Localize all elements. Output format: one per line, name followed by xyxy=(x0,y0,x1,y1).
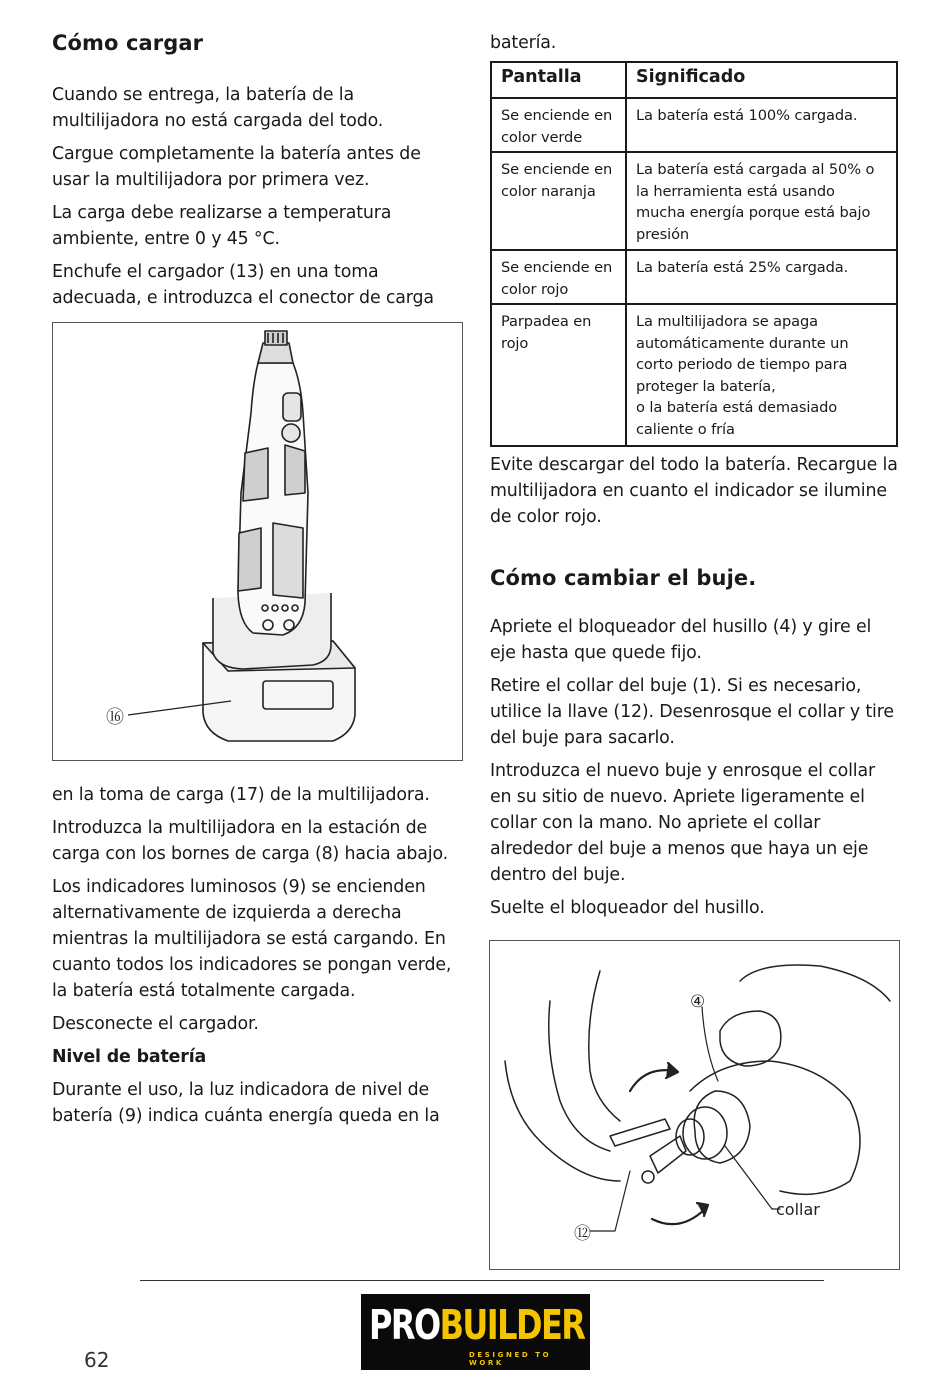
paragraph: Introduzca la multilijadora en la estación de carga con los bornes de carga (8) hacia abajo. xyxy=(52,818,449,864)
table-cell-display: Se enciende en color verde xyxy=(491,98,626,152)
table-header-row xyxy=(491,62,897,98)
subheading-battery-level: Nivel de batería xyxy=(52,1047,207,1067)
collet-illustration xyxy=(490,941,899,1269)
probuilder-logo xyxy=(361,1294,590,1370)
charger-illustration xyxy=(53,323,462,760)
table-cell-meaning: La batería está 100% cargada. xyxy=(626,98,897,152)
page-number: 62 xyxy=(84,1348,110,1372)
paragraph: Cargue completamente la batería antes de usar la multilijadora por primera vez. xyxy=(52,144,421,191)
table-cell-meaning: La multilijadora se apaga automáticamente durante un corto periodo de tiempo para proteger la batería, o la batería está demasiado caliente o fría xyxy=(626,304,897,446)
table-row xyxy=(491,250,897,304)
table-header-display: Pantalla xyxy=(491,62,626,98)
paragraph: Introduzca el nuevo buje y enrosque el collar en su sitio de nuevo. Apriete ligeramente el collar con la mano. No apriete el collar alrededor del buje a menos que haya un eje dentro del buje. xyxy=(490,761,875,886)
paragraph: Retire el collar del buje (1). Si es necesario, utilice la llave (12). Desenrosque el collar y tire del buje para sacarlo. xyxy=(490,676,894,749)
paragraph: batería. xyxy=(490,33,557,53)
left-column xyxy=(52,30,462,318)
section-heading-charging: Cómo cargar xyxy=(52,31,204,55)
table-cell-display: Se enciende en color naranja xyxy=(491,152,626,250)
callout-12: ⑫ xyxy=(574,1224,591,1244)
table-row xyxy=(491,304,897,446)
left-column-lower xyxy=(52,782,462,1136)
paragraph: Suelte el bloqueador del husillo. xyxy=(490,898,765,919)
table-row xyxy=(491,152,897,250)
table-cell-meaning: La batería está cargada al 50% o la herramienta está usando mucha energía porque está bajo presión xyxy=(626,152,897,250)
paragraph: Los indicadores luminosos (9) se encienden alternativamente de izquierda a derecha mientras la multilijadora se está cargando. En cuanto todos los indicadores se pongan verde, la batería está totalmente cargada. xyxy=(52,877,452,1001)
collet-figure xyxy=(489,940,900,1270)
table-header-meaning: Significado xyxy=(626,62,897,98)
paragraph: La carga debe realizarse a temperatura ambiente, entre 0 y 45 °C. xyxy=(52,203,392,250)
table-cell-meaning: La batería está 25% cargada. xyxy=(626,250,897,304)
paragraph: Cuando se entrega, la batería de la multilijadora no está cargada del todo. xyxy=(52,85,384,132)
paragraph: Enchufe el cargador (13) en una toma adecuada, e introduzca el conector de carga xyxy=(52,262,434,309)
paragraph: en la toma de carga (17) de la multilijadora. xyxy=(52,785,430,805)
charger-figure xyxy=(52,322,463,761)
logo-pro: PRO xyxy=(369,1301,440,1349)
battery-indicator-table xyxy=(490,61,898,447)
logo-tagline: DESIGNED TO WORK xyxy=(469,1351,552,1367)
logo-builder: BUILDER xyxy=(439,1301,585,1349)
paragraph: Apriete el bloqueador del husillo (4) y gire el eje hasta que quede fijo. xyxy=(490,617,872,664)
section-heading-change-collet: Cómo cambiar el buje. xyxy=(490,566,757,590)
collar-label: collar xyxy=(776,1200,820,1219)
callout-4: ④ xyxy=(690,992,706,1012)
table-row xyxy=(491,98,897,152)
footer-divider xyxy=(140,1280,824,1281)
right-column xyxy=(490,30,900,928)
paragraph: Desconecte el cargador. xyxy=(52,1014,259,1034)
table-cell-display: Se enciende en color rojo xyxy=(491,250,626,304)
paragraph: Evite descargar del todo la batería. Recargue la multilijadora en cuanto el indicador se ilumine de color rojo. xyxy=(490,455,898,527)
paragraph: Durante el uso, la luz indicadora de nivel de batería (9) indica cuánta energía queda en la xyxy=(52,1080,440,1126)
callout-16: ⑯ xyxy=(106,707,124,728)
table-cell-display: Parpadea en rojo xyxy=(491,304,626,446)
